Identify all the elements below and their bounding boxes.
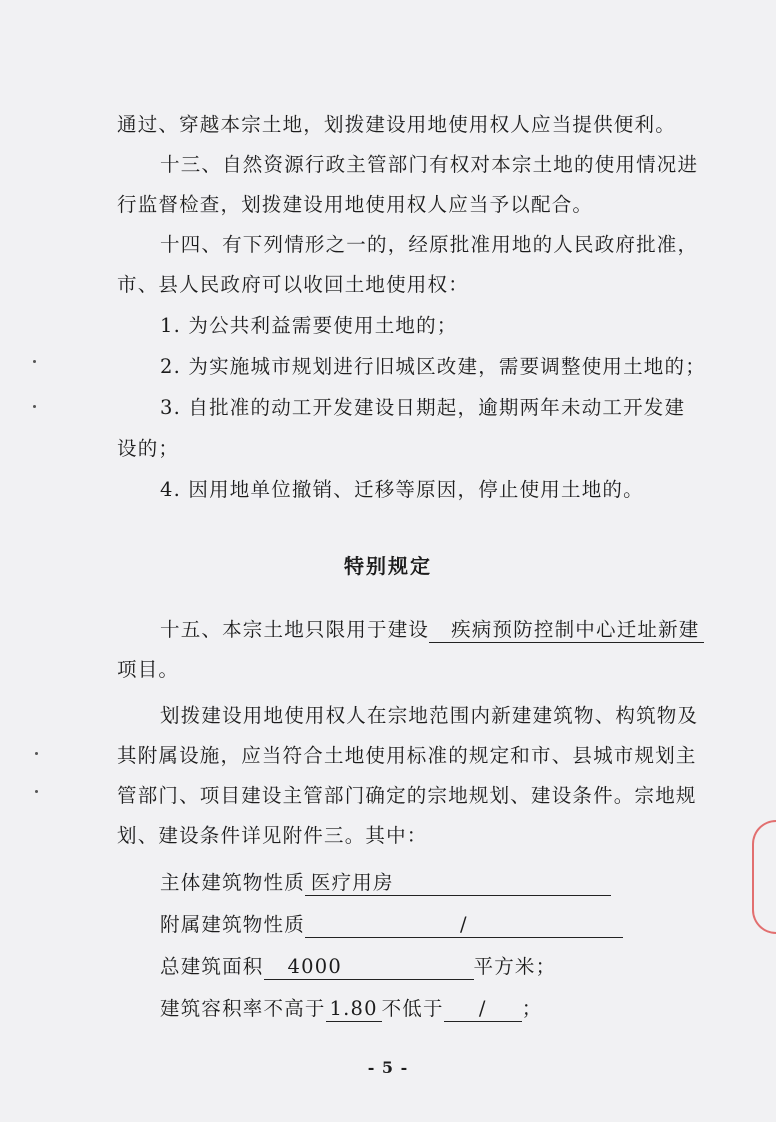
- clause-13-line-1: 十三、自然资源行政主管部门有权对本宗土地的使用情况进: [160, 153, 699, 176]
- paragraph-line-2: 其附属设施，应当符合土地使用标准的规定和市、县城市规划主: [117, 744, 697, 767]
- clause-15-line-2: 项目。: [117, 658, 180, 681]
- total-area-unit: 平方米；: [473, 955, 557, 978]
- plot-ratio-end: ；: [521, 997, 543, 1020]
- total-area-label: 总建筑面积: [160, 955, 264, 978]
- aux-building-row: [160, 912, 736, 938]
- main-building-row: [160, 870, 736, 896]
- clause-15-prefix: 十五、本宗土地只限用于建设: [160, 618, 430, 641]
- scan-mark-dot: [35, 752, 38, 755]
- plot-ratio-mid-label: 不低于: [381, 997, 444, 1020]
- main-building-label: 主体建筑物性质: [160, 871, 305, 894]
- clause-14-item-2: 2. 为实施城市规划进行旧城区改建，需要调整使用土地的；: [160, 355, 706, 378]
- clause-15-line-1: [160, 617, 736, 643]
- paragraph-line-1: 划拨建设用地使用权人在宗地范围内新建建筑物、构筑物及: [160, 704, 699, 727]
- plot-ratio-min-value: /: [444, 997, 522, 1022]
- clause-14-item-3-cont: 设的；: [117, 437, 180, 460]
- clause-14-item-3: 3. 自批准的动工开发建设日期起，逾期两年未动工开发建: [160, 396, 686, 419]
- clause-14-line-1: 十四、有下列情形之一的，经原批准用地的人民政府批准，: [160, 233, 699, 256]
- section-title: 特别规定: [344, 554, 432, 578]
- plot-ratio-label: 建筑容积率不高于: [160, 997, 326, 1020]
- main-building-value: 医疗用房: [305, 871, 611, 896]
- clause-14-item-4: 4. 因用地单位撤销、迁移等原因，停止使用土地的。: [160, 478, 644, 501]
- land-purpose-value: 疾病预防控制中心迁址新建: [429, 618, 703, 643]
- clause-14-line-2: 市、县人民政府可以收回土地使用权：: [117, 273, 469, 296]
- text-line-1: 通过、穿越本宗土地，划拨建设用地使用权人应当提供便利。: [117, 113, 676, 136]
- plot-ratio-row: [160, 996, 736, 1022]
- scan-mark-dot: [33, 405, 36, 408]
- scan-mark-dot: [33, 360, 36, 363]
- seal-stamp-edge: [752, 820, 776, 934]
- plot-ratio-max-value: 1.80: [326, 997, 382, 1022]
- total-area-value: 4000: [264, 955, 474, 980]
- clause-13-line-2: 行监督检查，划拨建设用地使用权人应当予以配合。: [117, 193, 594, 216]
- aux-building-label: 附属建筑物性质: [160, 913, 305, 936]
- scan-mark-dot: [35, 790, 38, 793]
- aux-building-value: /: [305, 913, 623, 938]
- paragraph-line-3: 管部门、项目建设主管部门确定的宗地规划、建设条件。宗地规: [117, 784, 697, 807]
- page-number: - 5 -: [367, 1058, 409, 1077]
- total-area-row: [160, 954, 736, 980]
- paragraph-line-4: 划、建设条件详见附件三。其中：: [117, 824, 428, 847]
- clause-14-item-1: 1. 为公共利益需要使用土地的；: [160, 314, 458, 337]
